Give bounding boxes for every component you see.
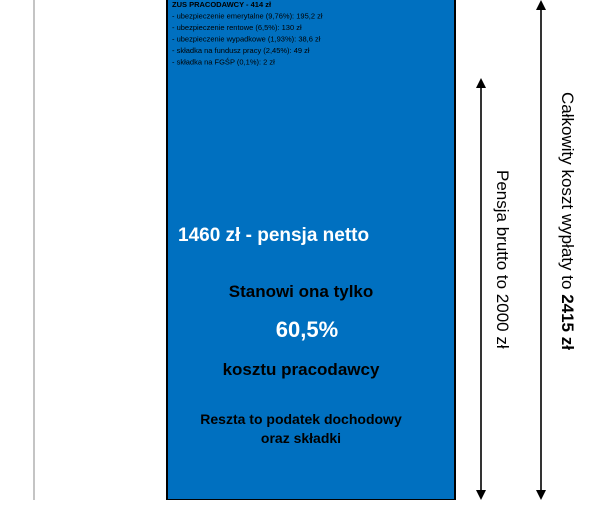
net-salary-text: oraz składki [260, 430, 342, 446]
employer-zus-text: - ubezpieczenie rentowe (6,5%): 130 zł [172, 23, 302, 32]
net-salary-text: Reszta to podatek dochodowy [200, 411, 402, 427]
net-salary-text: 1460 zł - pensja netto [178, 225, 370, 246]
total-label [558, 92, 577, 350]
net-salary-text: kosztu pracodawcy [222, 360, 380, 379]
employer-zus-text: - składka na FGŚP (0,1%): 2 zł [172, 57, 275, 67]
employer-zus-text: - składka na fundusz pracy (2,45%): 49 zł [172, 46, 310, 55]
total-arrow-head-top [536, 0, 546, 10]
total-label-prefix: Całkowity koszt wypłaty to [558, 92, 577, 295]
brutto-label: Pensja brutto to 2000 zł [493, 170, 512, 349]
employer-zus-text: - ubezpieczenie wypadkowe (1,93%): 38,6 zł [172, 34, 321, 44]
net-salary-text: 60,5% [275, 317, 339, 342]
brutto-arrow-head-top [476, 78, 486, 88]
employer-zus-text: ZUS PRACODAWCY - 414 zł [172, 0, 272, 9]
net-salary-text: Stanowi ona tylko [228, 282, 374, 301]
employer-zus-text: - ubezpieczenie emerytalne (9,76%): 195,2 zł [172, 11, 323, 21]
brutto-arrow-head-bottom [476, 490, 486, 500]
total-arrow-head-bottom [536, 490, 546, 500]
total-label-value: 2415 zł [558, 294, 577, 350]
